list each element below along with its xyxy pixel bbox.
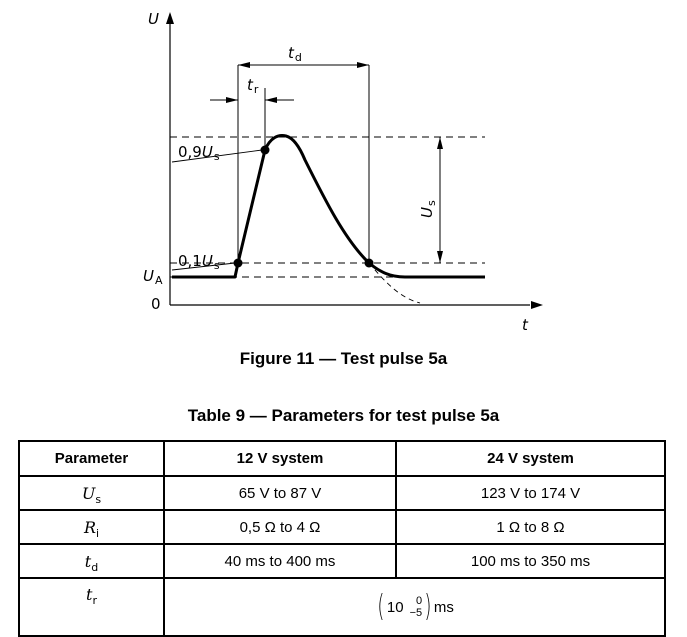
figure-caption: Figure 11 — Test pulse 5a	[239, 349, 448, 368]
parameters-table	[18, 440, 666, 637]
tr-arrow-right	[265, 97, 277, 103]
table-row	[19, 544, 665, 578]
value-12v-cell: 40 ms to 400 ms	[164, 544, 396, 578]
origin-label: 0	[151, 295, 161, 313]
axis-y-label: U	[148, 10, 159, 28]
table-row	[19, 578, 665, 636]
header-12v: 12 V system	[164, 441, 396, 476]
table-header-row	[19, 441, 665, 476]
tr-value: ( 10 0 −5 ) ms	[377, 589, 454, 624]
header-24v: 24 V system	[396, 441, 665, 476]
value-12v-cell: 0,5 Ω to 4 Ω	[164, 510, 396, 544]
point-01-fall	[365, 259, 374, 268]
td-arrow-right	[357, 62, 369, 68]
x-axis-arrow	[531, 301, 543, 309]
table-row	[19, 476, 665, 510]
us-arrow-top	[437, 137, 443, 149]
table-row	[19, 510, 665, 544]
table-caption: Table 9 — Parameters for test pulse 5a	[187, 406, 500, 425]
tr-value-cell	[164, 578, 665, 636]
tr-label: $t_r$	[247, 76, 259, 96]
header-parameter: Parameter	[19, 441, 164, 476]
value-24v-cell: 100 ms to 350 ms	[396, 544, 665, 578]
td-arrow-left	[238, 62, 250, 68]
us-arrow-bottom	[437, 251, 443, 263]
axis-x-label: t	[522, 316, 528, 334]
td-label: $t_d$	[288, 44, 302, 64]
param-cell: $R_i$	[19, 510, 164, 544]
y-axis-arrow	[166, 12, 174, 24]
level-09-label: $0,9U_s$	[178, 143, 220, 163]
param-cell: $t_r$	[19, 578, 164, 636]
param-cell: $t_d$	[19, 544, 164, 578]
value-12v-cell: 65 V to 87 V	[164, 476, 396, 510]
level-01-label: $0,1U_s$	[178, 252, 220, 272]
us-label: $U_s$	[418, 200, 438, 218]
tr-arrow-left	[226, 97, 238, 103]
ua-label: $U_A$	[143, 267, 163, 287]
value-24v-cell: 1 Ω to 8 Ω	[396, 510, 665, 544]
value-24v-cell: 123 V to 174 V	[396, 476, 665, 510]
param-cell: $U_s$	[19, 476, 164, 510]
